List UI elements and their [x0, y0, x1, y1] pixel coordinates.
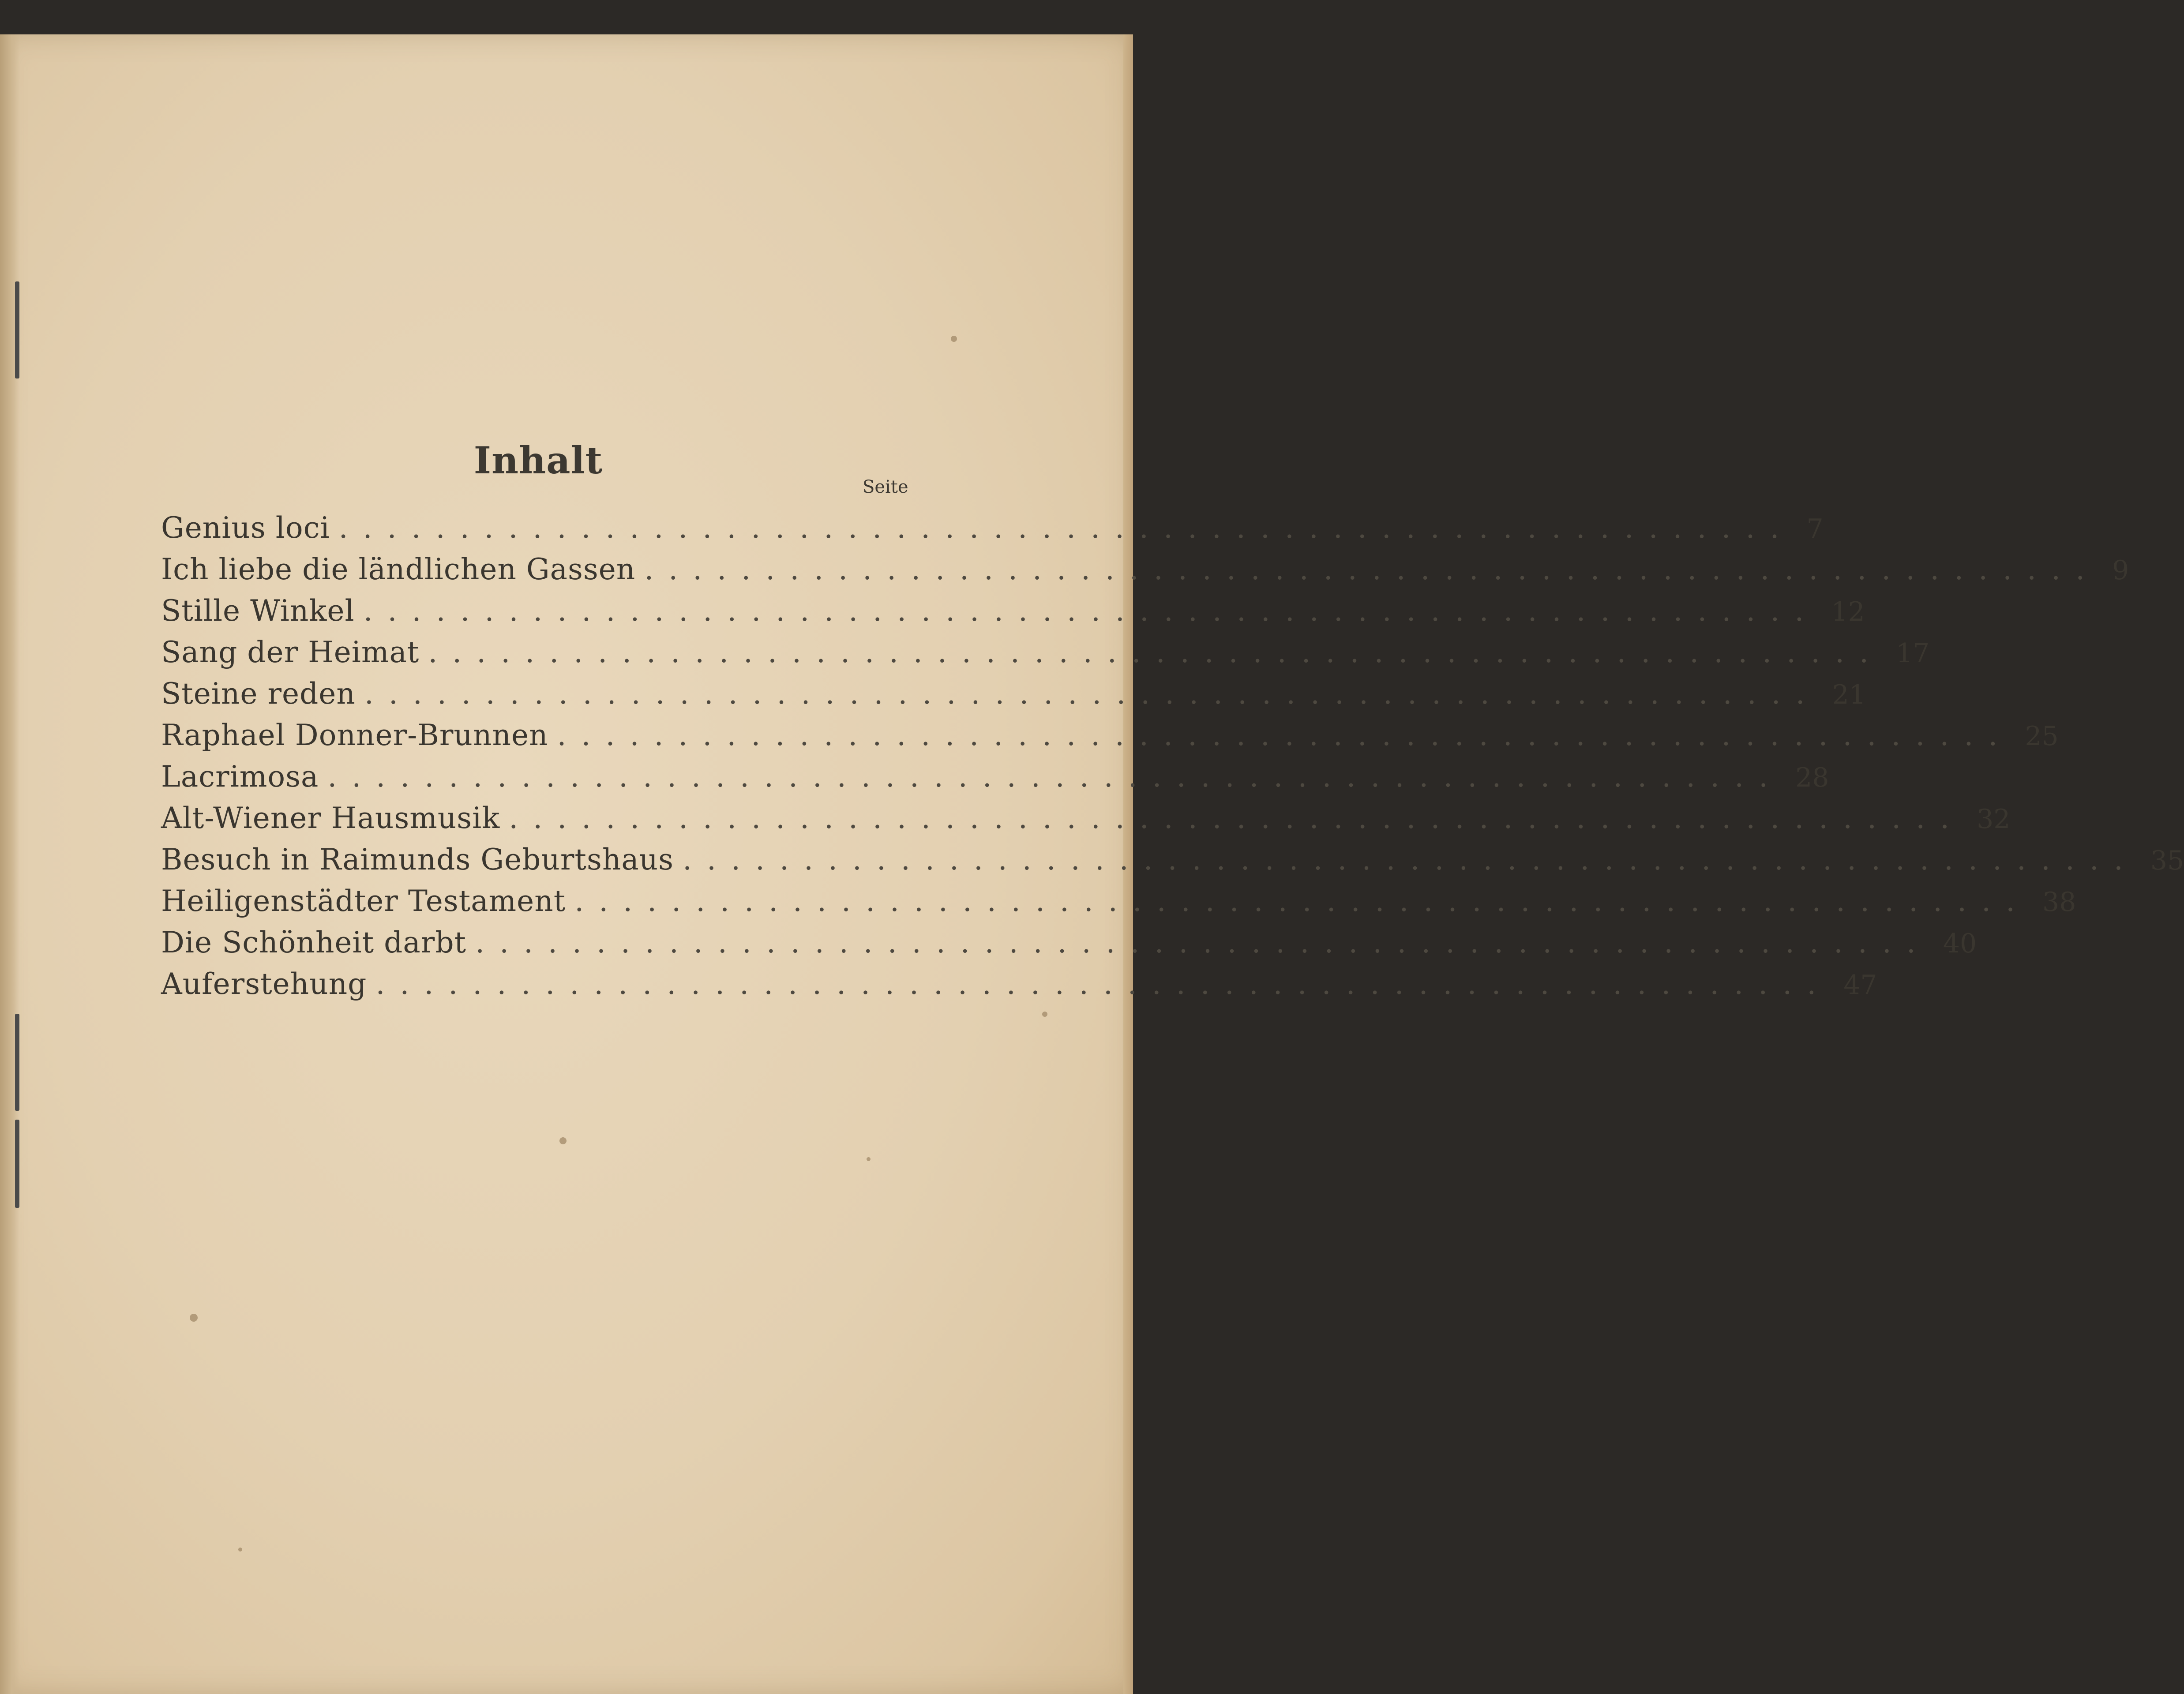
table-of-contents	[161, 511, 2184, 1008]
toc-entry-title: Ich liebe die ländlichen Gassen	[161, 552, 636, 586]
leader-dots: ............................................................	[683, 843, 2138, 877]
leader-dots: ............................................................	[509, 801, 1965, 835]
leader-dots: ............................................................	[327, 760, 1783, 794]
leader-dots: ............................................................	[475, 926, 1931, 959]
toc-entry-page: 21	[1832, 679, 1866, 710]
toc-entry-page: 28	[1795, 762, 1829, 793]
toc-entry-title: Auferstehung	[161, 967, 367, 1001]
toc-entry	[161, 677, 1866, 718]
paper-speck	[190, 1314, 198, 1322]
paper-speck	[559, 1137, 567, 1144]
toc-entry-title: Sang der Heimat	[161, 635, 420, 669]
toc-entry	[161, 926, 1977, 967]
leader-dots: ............................................................	[644, 552, 2100, 586]
toc-entry	[161, 884, 2076, 926]
binding-staple	[15, 1120, 19, 1208]
paper-speck	[951, 336, 957, 342]
paper-speck	[238, 1548, 242, 1552]
toc-entry-page: 9	[2112, 555, 2129, 586]
toc-entry	[161, 511, 1824, 552]
toc-entry-title: Besuch in Raimunds Geburtshaus	[161, 843, 674, 877]
page-column-label: Seite	[863, 477, 908, 497]
leader-dots: ............................................................	[428, 635, 1884, 669]
toc-entry-page: 25	[2025, 721, 2059, 752]
toc-entry	[161, 718, 2059, 760]
toc-entry-title: Die Schönheit darbt	[161, 926, 467, 959]
toc-entry-page: 32	[1977, 804, 2011, 835]
toc-entry-title: Alt-Wiener Hausmusik	[161, 801, 500, 835]
page-title: Inhalt	[473, 438, 603, 483]
binding-staple	[15, 281, 19, 379]
leader-dots: ............................................................	[557, 718, 2013, 752]
leader-dots: ............................................................	[338, 511, 1794, 545]
toc-entry	[161, 843, 2184, 884]
leader-dots: ............................................................	[574, 884, 2030, 918]
toc-entry-title: Heiligenstädter Testament	[161, 884, 566, 918]
leader-dots: ............................................................	[375, 967, 1831, 1001]
toc-entry-page: 35	[2150, 845, 2184, 876]
toc-entry-page: 47	[1843, 970, 1877, 1001]
book-page	[0, 34, 2184, 1694]
paper-speck	[1042, 1012, 1047, 1017]
toc-entry	[161, 801, 2011, 843]
toc-entry	[161, 967, 1877, 1008]
toc-entry	[161, 760, 1829, 801]
toc-entry-page: 7	[1806, 513, 1824, 544]
toc-entry-page: 12	[1831, 596, 1865, 627]
toc-entry	[161, 635, 1930, 677]
toc-entry-title: Steine reden	[161, 677, 356, 711]
leader-dots: ............................................................	[363, 594, 1819, 628]
toc-entry-page: 38	[2042, 887, 2076, 918]
toc-entry	[161, 594, 1865, 635]
leader-dots: ............................................................	[364, 677, 1820, 711]
toc-entry-title: Genius loci	[161, 511, 330, 545]
toc-entry-page: 17	[1896, 638, 1930, 669]
toc-entry	[161, 552, 2129, 594]
toc-entry-page: 40	[1943, 928, 1977, 959]
paper-speck	[867, 1157, 871, 1161]
toc-entry-title: Raphael Donner-Brunnen	[161, 718, 548, 752]
binding-staple	[15, 1014, 19, 1111]
toc-entry-title: Lacrimosa	[161, 760, 319, 794]
toc-entry-title: Stille Winkel	[161, 594, 355, 628]
